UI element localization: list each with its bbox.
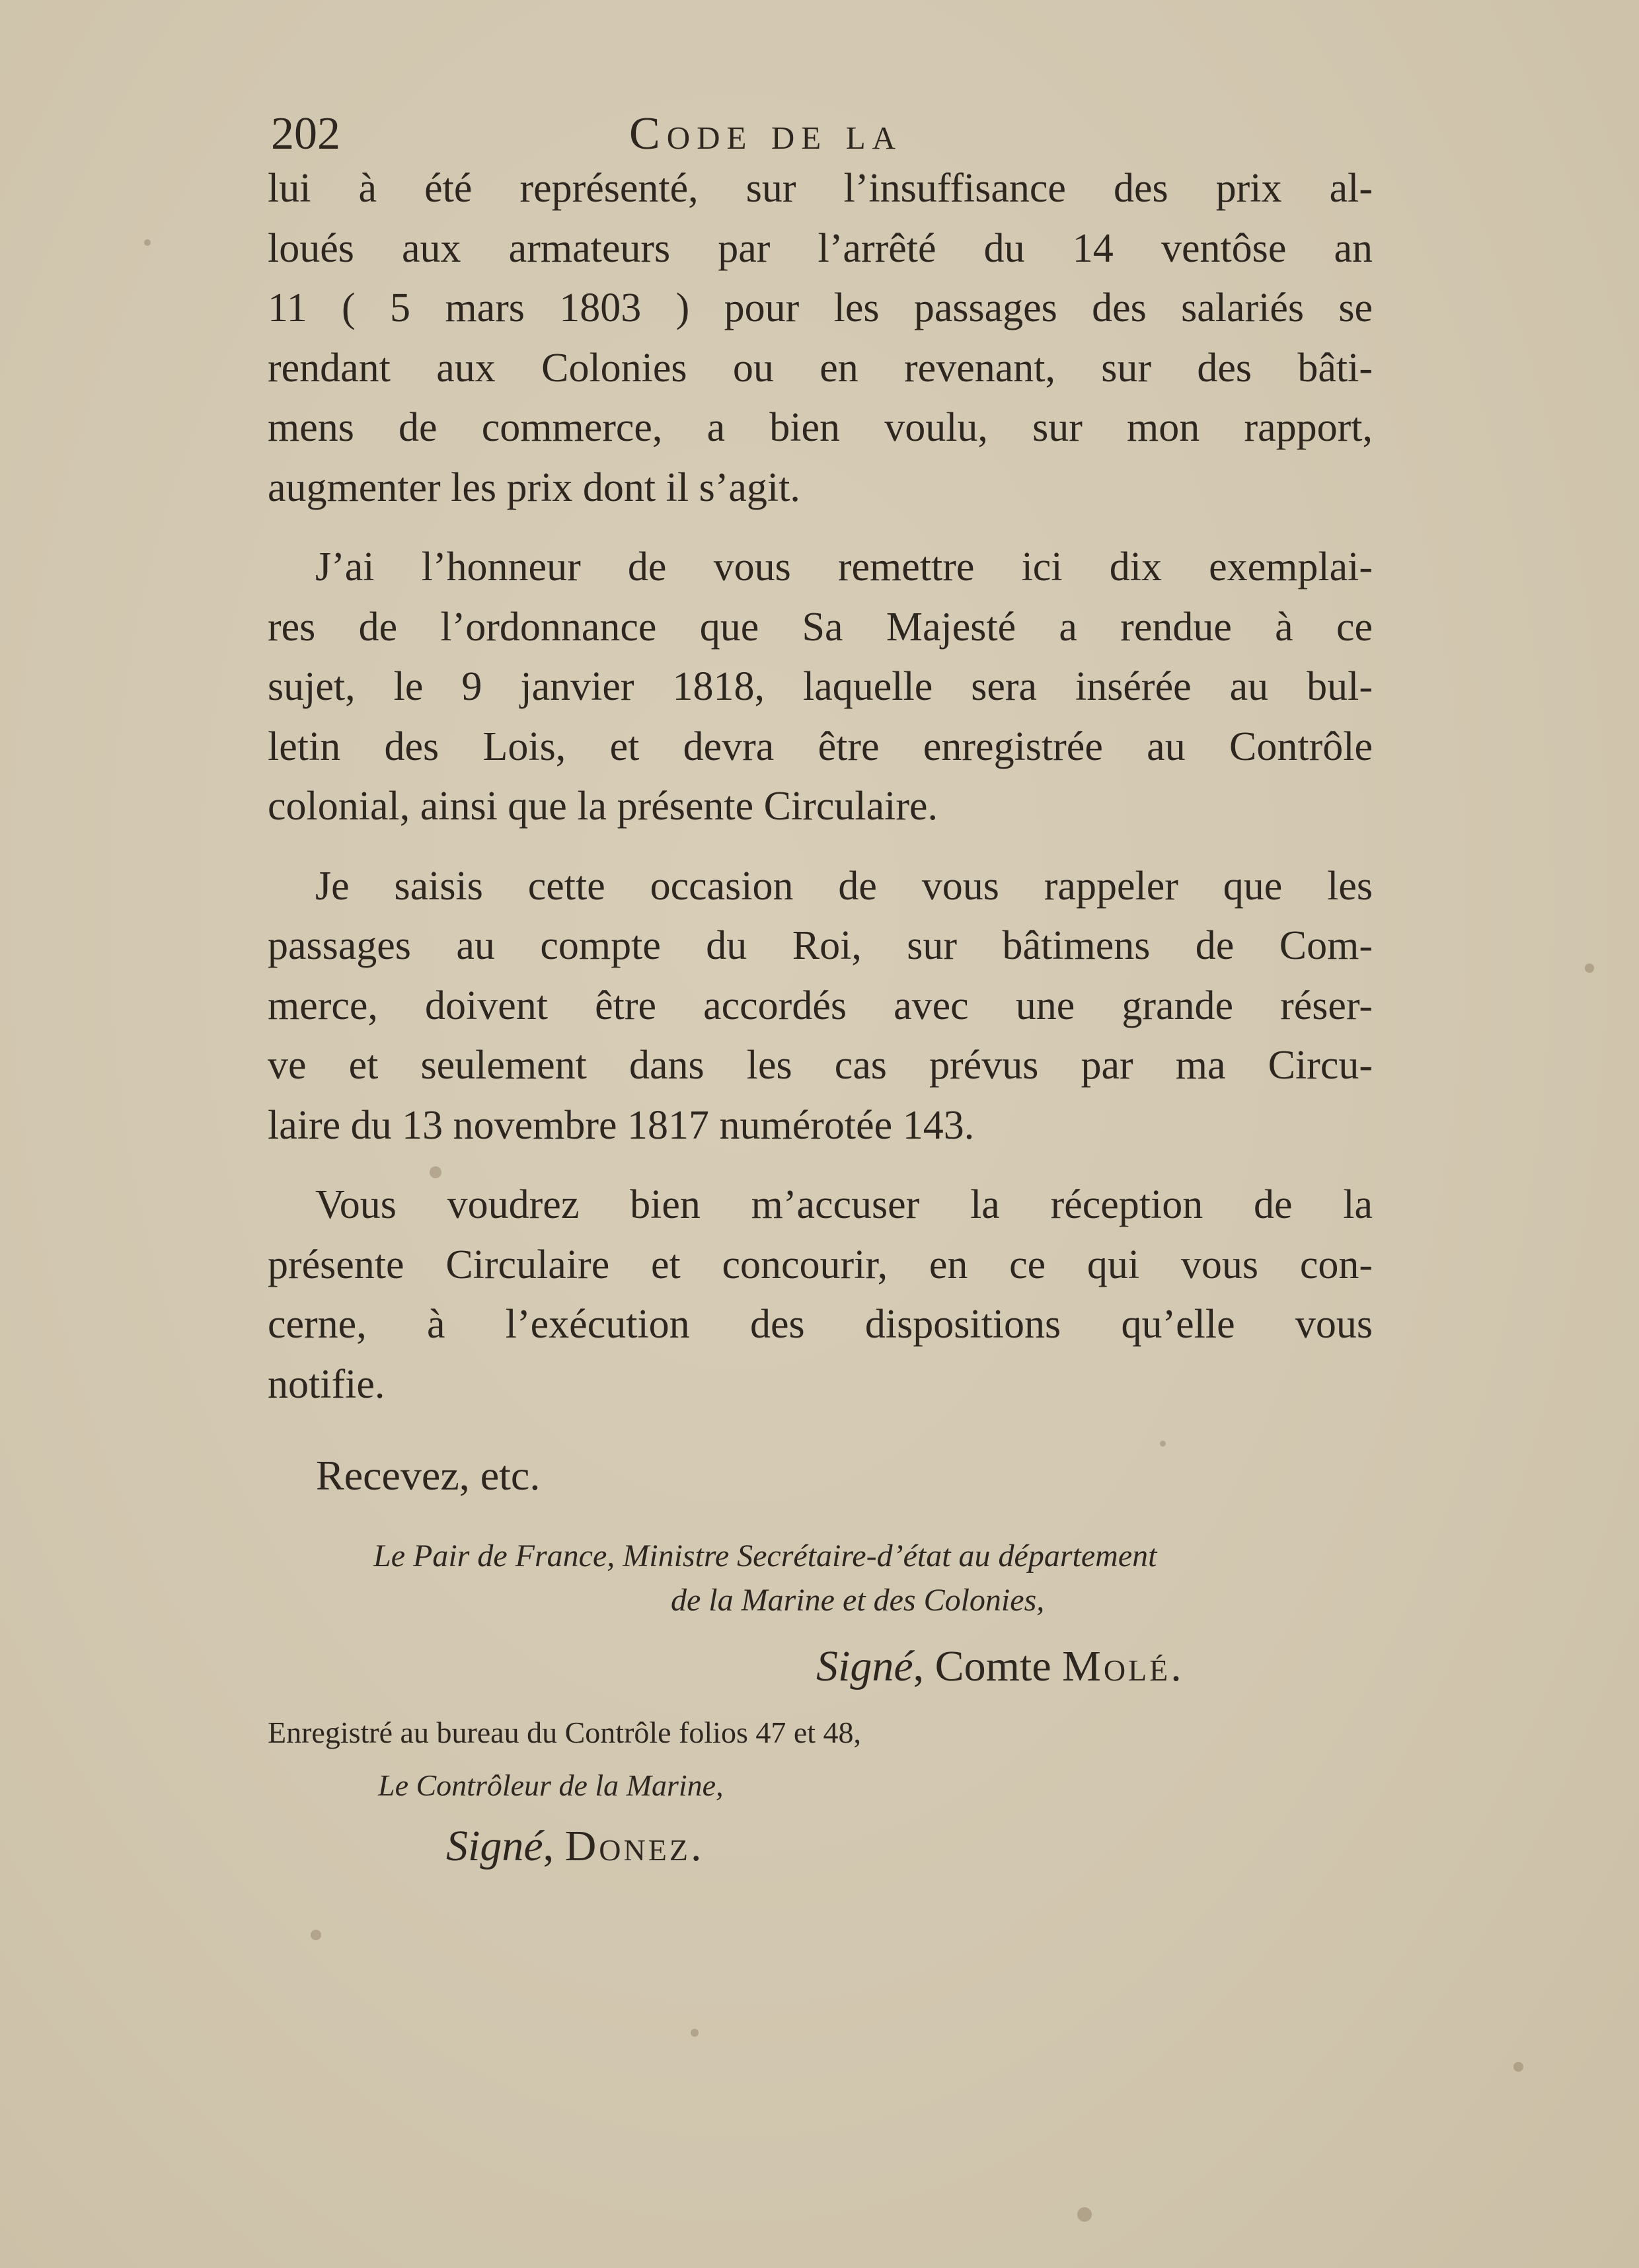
text-line: Vous voudrez bien m’accuser la réception de la: [315, 1182, 1373, 1227]
text-line: res de l’ordonnance que Sa Majesté a rendue à ce: [268, 604, 1373, 650]
paper-speck: [1160, 1441, 1166, 1447]
text-line: letin des Lois, et devra être enregistrée au Contrôle: [268, 724, 1373, 769]
signer-title-line-2: de la Marine et des Colonies,: [671, 1583, 1045, 1618]
registration-note: Enregistré au bureau du Contrôle folios 47 et 48,: [268, 1716, 862, 1749]
text-line: lui à été représenté, sur l’insuffisance des prix al-: [268, 166, 1373, 211]
text-line: notifie.: [268, 1361, 385, 1407]
text-line: J’ai l’honneur de vous remettre ici dix exemplai-: [315, 545, 1373, 589]
text-line: Je saisis cette occasion de vous rappeler que les: [315, 863, 1373, 909]
text-line: merce, doivent être accordés avec une grande réser-: [268, 983, 1373, 1028]
text-line: laire du 13 novembre 1817 numérotée 143.: [268, 1102, 975, 1148]
text-line: passages au compte du Roi, sur bâtimens de Com-: [268, 923, 1373, 968]
page-header: [271, 104, 1394, 164]
paper-speck: [1585, 964, 1594, 973]
paper-speck: [144, 239, 151, 246]
text-line: colonial, ainsi que la présente Circulaire.: [268, 784, 938, 829]
closing-salutation: Recevez, etc.: [316, 1452, 541, 1499]
signature-mole: [816, 1639, 1184, 1694]
text-line: mens de commerce, a bien voulu, sur mon rapport,: [268, 405, 1373, 450]
text-line: ve et seulement dans les cas prévus par ma Circu-: [268, 1043, 1373, 1088]
text-line: loués aux armateurs par l’arrêté du 14 ventôse an: [268, 225, 1373, 271]
signed-separator: ,: [913, 1642, 925, 1690]
signer-name: Donez.: [564, 1822, 705, 1870]
paper-speck: [1077, 2207, 1092, 2222]
running-title: Code de la: [629, 108, 903, 159]
signed-separator: ,: [543, 1822, 554, 1870]
text-line: présente Circulaire et concourir, en ce qui vous con-: [268, 1242, 1373, 1287]
paper-speck: [691, 2029, 699, 2037]
body-text: [268, 159, 1373, 1414]
text-line: augmenter les prix dont il s’agit.: [268, 465, 800, 510]
page-number: 202: [271, 108, 340, 159]
paper-speck: [311, 1930, 321, 1940]
text-line: sujet, le 9 janvier 1818, laquelle sera insérée au bul-: [268, 664, 1373, 709]
paper-speck: [430, 1166, 441, 1178]
signed-word: Signé: [446, 1822, 543, 1870]
signed-word: Signé: [816, 1642, 913, 1690]
signer-name: Molé.: [1062, 1642, 1184, 1690]
text-line: rendant aux Colonies ou en revenant, sur des bâti-: [268, 345, 1373, 391]
signer-rank: Comte: [934, 1642, 1051, 1690]
paper-speck: [1513, 2062, 1523, 2072]
signature-donez: [446, 1819, 704, 1874]
text-line: 11 ( 5 mars 1803 ) pour les passages des salariés se: [268, 285, 1373, 330]
text-line: cerne, à l’exécution des dispositions qu’elle vous: [268, 1302, 1373, 1347]
controller-title: Le Contrôleur de la Marine,: [378, 1768, 724, 1802]
signer-title-line-1: Le Pair de France, Ministre Secrétaire-d’état au département: [373, 1538, 1157, 1573]
